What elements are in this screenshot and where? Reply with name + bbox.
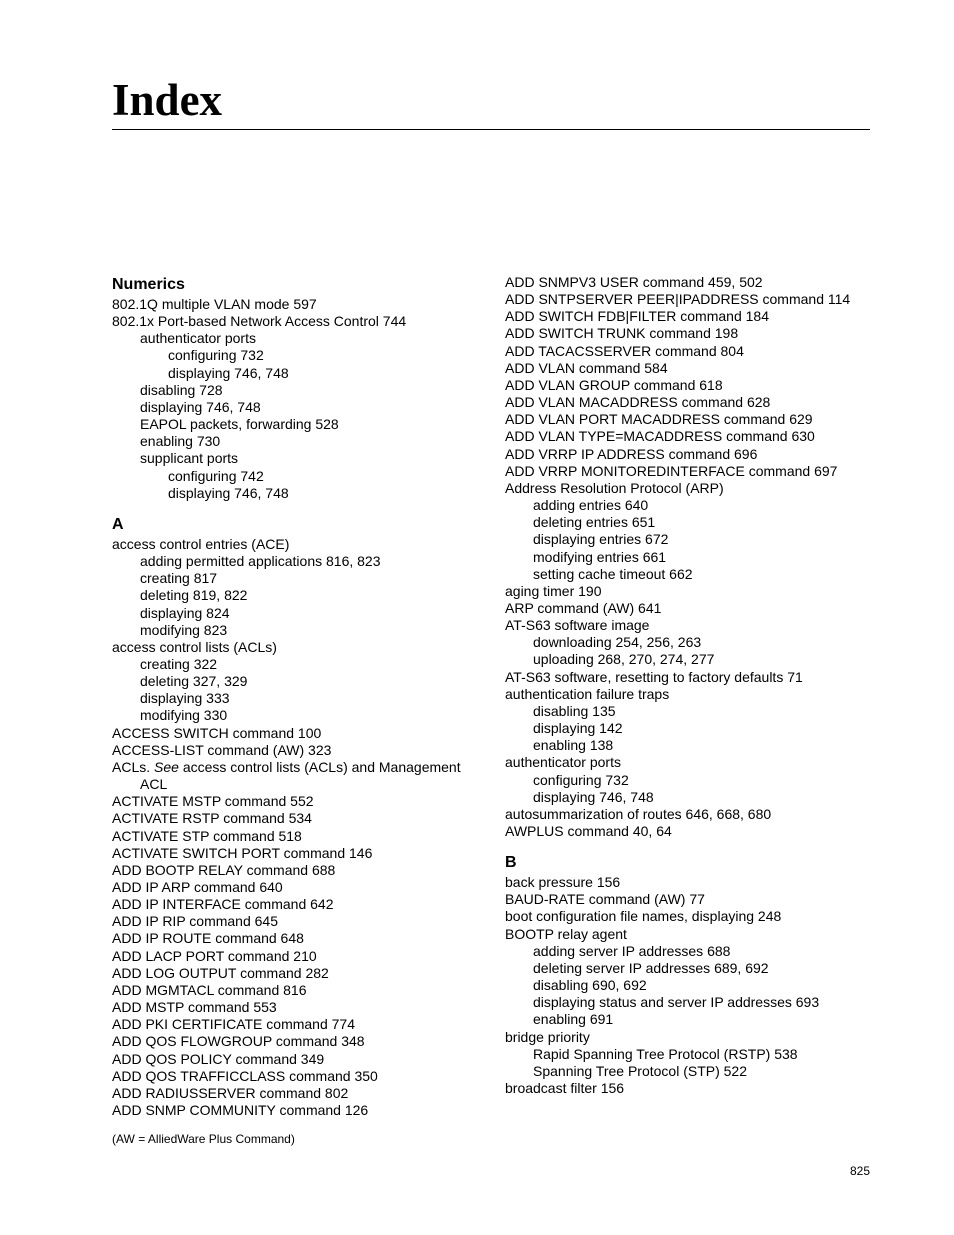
index-entry: ADD LOG OUTPUT command 282 [112,964,329,981]
index-entry: aging timer 190 [505,582,602,599]
index-entry: ADD SNMP COMMUNITY command 126 [112,1102,369,1119]
index-entry: authenticator ports [140,330,256,347]
index-entry: EAPOL packets, forwarding 528 [140,416,339,433]
index-entry: displaying 746, 748 [140,398,261,415]
index-entry: access control lists (ACLs) [112,638,277,655]
index-entry: autosummarization of routes 646, 668, 680 [505,805,772,822]
index-entry: ADD MSTP command 553 [112,999,277,1016]
index-entry: ACTIVATE MSTP command 552 [112,793,314,810]
index-entry: enabling 691 [533,1011,614,1028]
index-entry: configuring 742 [168,467,264,484]
index-entry: ADD IP RIP command 645 [112,913,279,930]
index-entry: deleting 327, 329 [140,673,248,690]
index-entry: ADD VLAN MACADDRESS command 628 [505,394,771,411]
index-entry: displaying 746, 748 [168,484,289,501]
index-entry: AT-S63 software image [505,617,650,634]
index-entry: ADD VLAN TYPE=MACADDRESS command 630 [505,428,815,445]
index-entry: ADD VLAN GROUP command 618 [505,376,723,393]
index-entry: ACTIVATE RSTP command 534 [112,810,312,827]
index-entry: bridge priority [505,1028,590,1045]
page-title: Index [112,75,223,125]
index-entry: ACLs. See access control lists (ACLs) and Management ACL [112,758,461,793]
index-entry: Spanning Tree Protocol (STP) 522 [533,1062,748,1079]
index-entry: deleting server IP addresses 689, 692 [533,959,769,976]
index-entry: Address Resolution Protocol (ARP) [505,479,724,496]
index-entry: creating 817 [140,570,218,587]
index-section-heading: A [112,515,124,533]
index-entry: 802.1x Port-based Network Access Control 744 [112,313,407,330]
index-entry: adding entries 640 [533,497,649,514]
index-section-heading: B [505,854,517,872]
index-entry: ADD TACACSSERVER command 804 [505,342,744,359]
index-section-heading: Numerics [112,276,185,293]
index-entry: displaying 142 [533,720,623,737]
index-entry: modifying entries 661 [533,548,667,565]
index-entry: ADD VRRP IP ADDRESS command 696 [505,445,758,462]
index-entry: AWPLUS command 40, 64 [505,823,672,839]
index-entry: disabling 728 [140,381,223,398]
index-entry: creating 322 [140,655,218,672]
index-entry: ADD BOOTP RELAY command 688 [112,861,336,878]
index-entry: ADD SWITCH FDB|FILTER command 184 [505,308,769,325]
index-entry: ADD IP INTERFACE command 642 [112,896,334,913]
index-entry: boot configuration file names, displaying 248 [505,908,782,925]
index-entry: ADD SWITCH TRUNK command 198 [505,325,739,342]
index-entry: ACTIVATE STP command 518 [112,827,302,844]
index-entry: disabling 135 [533,702,616,719]
index-entry: modifying 823 [140,621,228,638]
index-entry: ADD PKI CERTIFICATE command 774 [112,1016,355,1033]
footnote: (AW = AlliedWare Plus Command) [112,1132,295,1146]
index-entry: deleting entries 651 [533,514,656,531]
index-entry: displaying 824 [140,604,230,621]
index-entry: authentication failure traps [505,685,670,702]
index-entry: modifying 330 [140,707,228,724]
index-entry: displaying 333 [140,690,230,707]
index-entry: displaying 746, 748 [533,788,654,805]
index-entry: ADD LACP PORT command 210 [112,947,317,964]
section-gap [505,840,885,852]
index-entry: ACTIVATE SWITCH PORT command 146 [112,844,373,861]
index-entry: Rapid Spanning Tree Protocol (RSTP) 538 [533,1045,798,1062]
index-entry: configuring 732 [168,347,264,364]
section-gap [112,502,492,514]
index-entry: ADD SNMPV3 USER command 459, 502 [505,274,763,290]
index-entry: adding permitted applications 816, 823 [140,553,381,570]
index-entry: ADD IP ROUTE command 648 [112,930,304,947]
index-entry: displaying 746, 748 [168,364,289,381]
index-entry: access control entries (ACE) [112,535,290,552]
index-entry: BAUD-RATE command (AW) 77 [505,891,705,908]
index-entry: ACCESS SWITCH command 100 [112,724,322,741]
index-entry: deleting 819, 822 [140,587,248,604]
index-entry: ADD QOS FLOWGROUP command 348 [112,1033,365,1050]
index-entry: uploading 268, 270, 274, 277 [533,651,715,668]
index-entry: displaying status and server IP addresses 693 [533,994,820,1011]
index-entry: AT-S63 software, resetting to factory defaults 71 [505,668,803,685]
index-entry: ADD IP ARP command 640 [112,879,283,895]
index-entry: adding server IP addresses 688 [533,942,731,959]
index-entry: ADD VLAN command 584 [505,359,668,376]
index-column-right [505,274,885,1097]
index-entry: 802.1Q multiple VLAN mode 597 [112,296,317,312]
page-number: 825 [850,1164,871,1178]
index-entry: disabling 690, 692 [533,977,647,994]
index-entry: configuring 732 [533,771,629,788]
index-entry: enabling 138 [533,737,614,754]
index-entry: broadcast filter 156 [505,1080,625,1097]
index-entry: ADD MGMTACL command 816 [112,981,307,998]
index-entry: back pressure 156 [505,874,621,891]
index-entry: ARP command (AW) 641 [505,599,662,616]
index-entry: ADD VLAN PORT MACADDRESS command 629 [505,411,813,428]
index-entry: downloading 254, 256, 263 [533,634,702,651]
index-entry: authenticator ports [505,754,621,771]
index-entry: ADD QOS TRAFFICCLASS command 350 [112,1067,378,1084]
index-entry: supplicant ports [140,450,239,467]
index-entry: ADD QOS POLICY command 349 [112,1050,325,1067]
index-entry: setting cache timeout 662 [533,565,693,582]
index-entry: displaying entries 672 [533,531,669,548]
index-entry: enabling 730 [140,433,221,450]
index-entry: ADD RADIUSSERVER command 802 [112,1084,349,1101]
index-entry: ADD VRRP MONITOREDINTERFACE command 697 [505,462,838,479]
see-reference: See [154,758,179,775]
index-entry: BOOTP relay agent [505,925,627,942]
index-column-left [112,274,492,1119]
index-entry: ADD SNTPSERVER PEER|IPADDRESS command 114 [505,291,851,308]
index-entry: ACCESS-LIST command (AW) 323 [112,741,332,758]
title-rule [112,129,870,130]
